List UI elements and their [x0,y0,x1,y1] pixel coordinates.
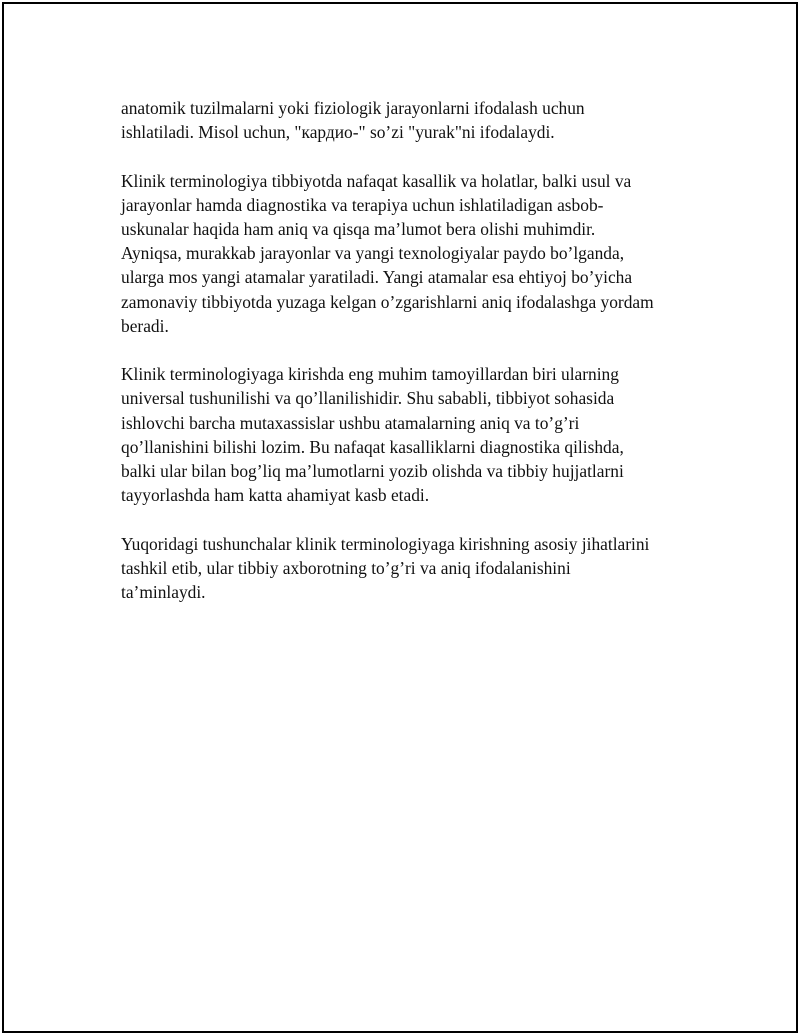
paragraph-1: anatomik tuzilmalarni yoki fiziologik jarayonlarni ifodalash uchun ishlatiladi. Misol uchun, "кардио-" so’zi "yurak"ni ifodalaydi. [121,98,585,143]
page-frame [2,2,798,1033]
document-body [121,96,696,628]
paragraph-2: Klinik terminologiya tibbiyotda nafaqat kasallik va holatlar, balki usul va jarayonlar hamda diagnostika va terapiya uchun ishlatiladigan asbob- uskunalar haqida ham aniq va qisqa ma’lumot bera olishi muhimdir. Ayniqsa, murakkab jarayonlar va yangi texnologiyalar paydo bo’lganda, ularga mos yangi atamalar yaratiladi. Yangi atamalar esa ehtiyoj bo’yicha zamonaviy tibbiyotda yuzaga kelgan o’zgarishlarni aniq ifodalashga yordam beradi. [121,170,654,336]
paragraph-4: Yuqoridagi tushunchalar klinik terminologiyaga kirishning asosiy jihatlarini tashkil etib, ular tibbiy axborotning to’g’ri va aniq ifodalanishini ta’minlaydi. [121,533,650,603]
paragraph-3: Klinik terminologiyaga kirishda eng muhim tamoyillardan biri ularning universal tushunilishi va qo’llanilishidir. Shu sababli, tibbiyot sohasida ishlovchi barcha mutaxassislar ushbu atamalarning aniq va to’g’ri qo’llanishini bilishi lozim. Bu nafaqat kasalliklarni diagnostika qilishda, balki ular bilan bog’liq ma’lumotlarni yozib olishda va tibbiy hujjatlarni tayyorlashda ham katta ahamiyat kasb etadi. [121,364,624,506]
